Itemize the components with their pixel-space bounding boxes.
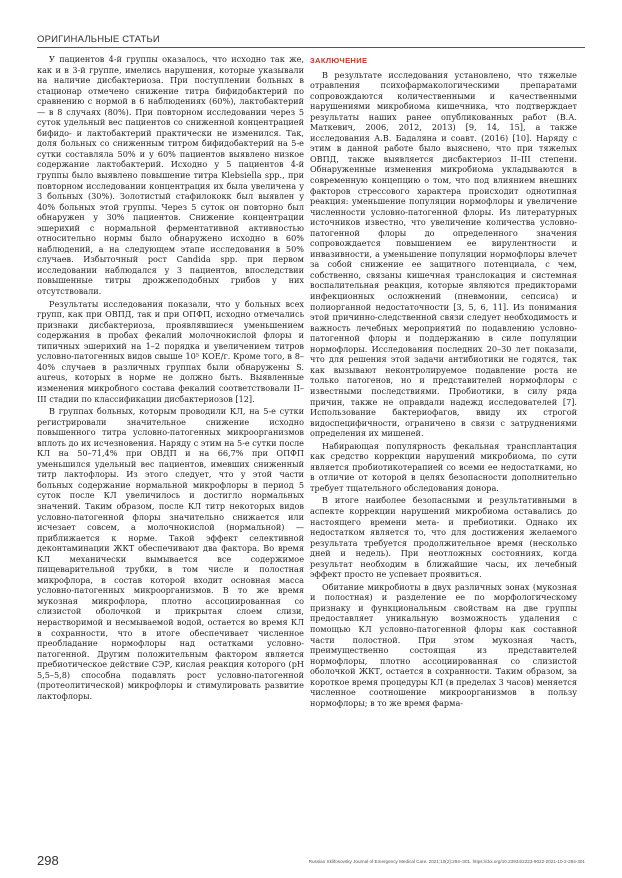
running-header: ОРИГИНАЛЬНЫЕ СТАТЬИ [37, 34, 160, 45]
paragraph: В итоге наиболее безопасными и результативными в аспекте коррекции нарушений микробиома оставались до настоящего времени мета- и пребиотики. Однако их недостатком является то, что для достижения желаемого результата требуется продолжительное время (несколько дней и недель). При неотложных состояниях, когда результат необходим в ближайшие часы, их лечебный эффект просто не успевает проявиться. [310, 495, 577, 580]
paragraph: Набирающая популярность фекальная трансплантация как средство коррекции нарушений микробиома, по сути является пробиотикотерапией со всеми ее недостатками, но в отличие от которой в целях безопасности дополнительно требует тщательного обследования донора. [310, 440, 577, 493]
header-divider [37, 47, 585, 48]
section-title-conclusion: ЗАКЛЮЧЕНИЕ [310, 56, 368, 65]
paragraph: Обитание микробиоты в двух различных зонах (мукозная и полостная) и разделение ее по морфологическому признаку и функциональным свойствам на две группы предоставляет уникальную возможность удаления с помощью КЛ условно-патогенной флоры как составной части полостной. При этом мукозная часть, преимущественно состоящая из представителей нормофлоры, плотно ассоциированная со слизистой оболочкой ЖКТ, остается в сохранности. Таким образом, за короткое время процедуры КЛ (в пределах 3 часов) меняется численное соотношение микроорганизмов в пользу нормофлоры; в то же время фарма- [310, 581, 577, 708]
paragraph: Результаты исследования показали, что у больных всех групп, как при ОВПД, так и при ОПФП, исходно отмечались признаки дисбактериоза, проявлявшиеся уменьшением содержания в пробах фекалий молочнокислой флоры и типичных эшерихий на 1–2 порядка и увеличением титров условно-патогенных видов свыше 10⁵ КОЕ/г. Кроме того, в 8–40% случаев в различных группах были обнаружены S. aureus, которых в норме не должно быть. Выявленные изменения микробного состава фекалий соответствовали II–III стадии по классификации дисбактериозов [12]. [37, 298, 304, 404]
paragraph: В результате исследования установлено, что тяжелые отравления психофармакологическими препаратами сопровождаются количественными и качественными нарушениями микробиома кишечника, что подтверждает результаты наших ранее опубликованных работ (В.А. Маткевич, 2006, 2012, 2013) [9, 14, 15], а также исследования А.В. Бадаляна и соавт. (2016) [10]. Наряду с этим в данной работе было выяснено, что при тяжелых ОВПД, также выявляется дисбактериоз II–III степени. Обнаруженные изменения микробиома укладываются в современную концепцию о том, что под влиянием внешних факторов стрессового характера происходит однотипная реакция: уменьшение популяции нормофлоры и увеличение численности условно-патогенной флоры. Из литературных источников известно, что увеличение количества условно-патогенной флоры до определенного значения сопровождается повышением ее вирулентности и инвазивности, а уменьшение популяции нормофлоры влечет за собой снижение ее защитного потенциала, с чем, собственно, связаны кишечная транслокация и системная воспалительная реакция, которые являются предикторами инфекционных осложнений (пневмонии, сепсиса) и полиорганной недостаточности [3, 5, 6, 11]. Из понимания этой причинно-следственной связи следует необходимость и важность лечебных мероприятий по подавлению условно-патогенной флоры и поддержанию в силе популяции нормофлоры. Исследования последних 20–30 лет показали, что для решения этой задачи антибиотики не годятся, так как вызывают неконтролируемое подавление роста не только патогенов, но и представителей нормофлоры с известными последствиями. Пробиотики, в силу ряда причин, также не оправдали надежд исследователей [7]. Использование бактериофагов, ввиду их строгой видоспецифичности, ограничено в связи с затруднениями определения их мишеней. [310, 69, 577, 439]
journal-citation: Russian Sklifosovsky Journal of Emergency Medical Care. 2021;10(2):294–301. https://doi.org/10.23934/2223-9022-2021-10-2-294-301 [308, 859, 585, 864]
page-number: 298 [37, 853, 59, 868]
paragraph: У пациентов 4-й группы оказалось, что исходно так же, как и в 3-й группе, имелись нарушения, которые указывали на наличие дисбактериоза. При поступлении больных в стационар отмечено снижение титра бифидобактерий по сравнению с нормой в 6 наблюдениях (60%), лактобактерий — в 8 случаях (80%). При повторном исследовании через 5 суток удельный вес пациентов со сниженной концентрацией бифидо- и лактобактерий практически не изменился. Так, доля больных со сниженным титром бифидобактерий на 5-е сутки составляла 50% и у 60% пациентов выявлено низкое содержание лактобактерий. Исходно у 5 пациентов 4-й группы было выявлено повышение титра Klebsiella spp., при повторном исследовании концентрация их была увеличена у 3 больных (30%). Золотистый стафилококк был выявлен у 40% больных этой группы. Через 5 суток он повторно был обнаружен у 30% пациентов. Снижение концентрации эшерихий с нормальной ферментативной активностью относительно нормы было обнаружено исходно в 60% наблюдений, а на следующем этапе исследования в 50% случаев. Избыточный рост Candida spp. при первом исследовании наблюдался у 3 пациентов, впоследствии повышенные титры дрожжеподобных грибов у них отсутствовали. [37, 54, 304, 297]
left-column [37, 54, 304, 701]
paragraph: В группах больных, которым проводили КЛ, на 5-е сутки регистрировали значительное снижение исходно повышенного титра условно-патогенных микроорганизмов вплоть до их исчезновения. Наряду с этим на 5-е сутки после КЛ на 50–71,4% при ОВДП и на 66,7% при ОПФП уменьшился удельный вес пациентов, имевших сниженный титр лактофлоры. Из этого следует, что у этой части больных содержание нормальной микрофлоры в период 5 суток после КЛ увеличилось и достигло нормальных значений. Таким образом, после КЛ титр некоторых видов условно-патогенной флоры значительно снижается или исчезает совсем, а молочнокислой (нормальной) — приближается к норме. Такой эффект селективной деконтаминации ЖКТ обеспечивают два фактора. Во время КЛ механически вымывается все содержимое пищеварительной трубки, в том числе и полостная микрофлора, в состав которой входит основная масса условно-патогенных микроорганизмов. В то же время мукозная микрофлора, плотно ассоциированная со слизистой оболочкой и прикрытая слоем слизи, нерастворимой и несмываемой водой, остается во время КЛ в сохранности, что в итоге обеспечивает численное преобладание нормофлоры над остатками условно-патогенной. Другим положительным фактором является пребиотическое действие СЭР, кислая реакция которого (pH 5,5–5,8) способна подавлять рост условно-патогенной (протеолитической) микрофлоры и стимулировать развитие лактофлоры. [37, 406, 304, 701]
right-column [310, 54, 577, 708]
